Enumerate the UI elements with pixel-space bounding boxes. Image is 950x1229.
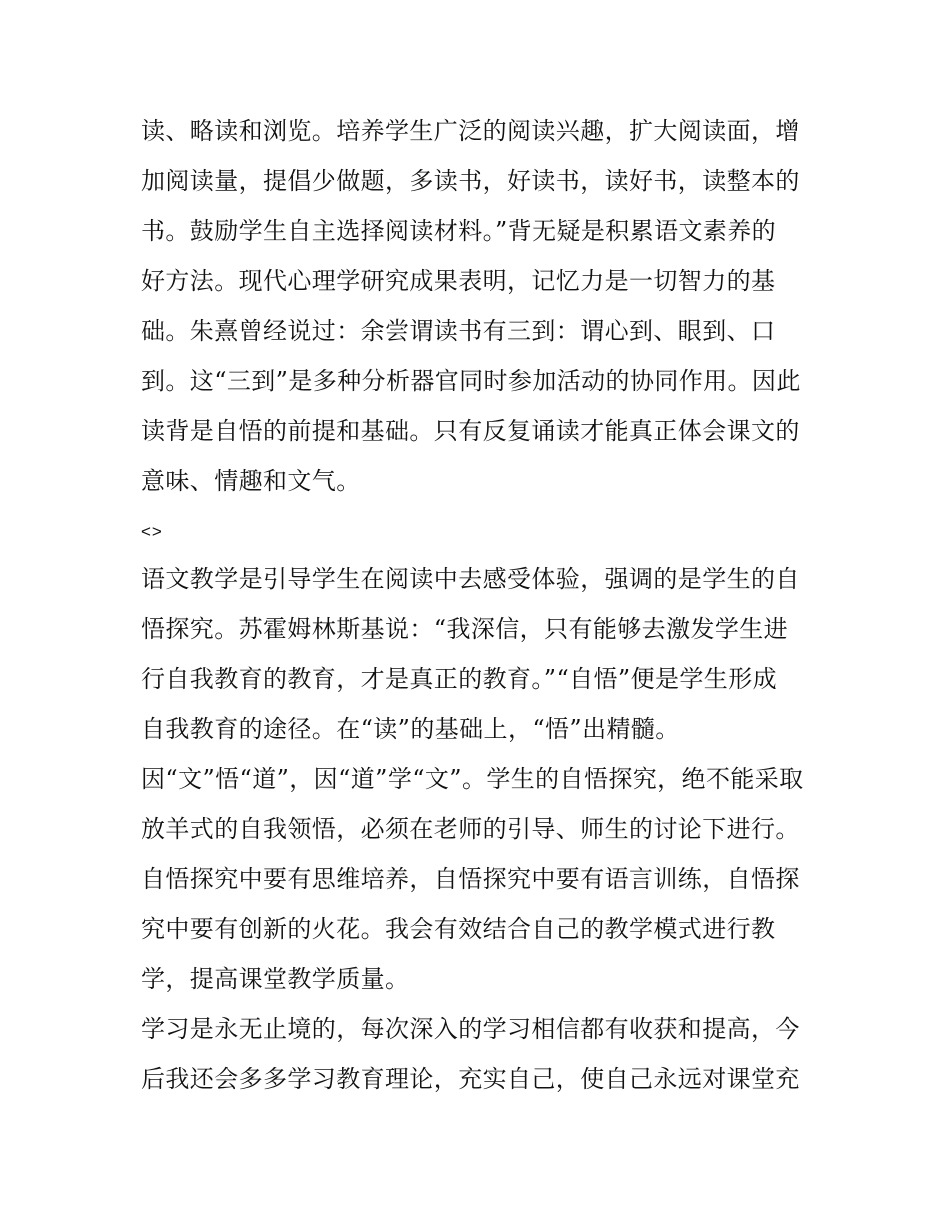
paragraph-line: 学习是永无止境的，每次深入的学习相信都有收获和提高，今 bbox=[141, 1015, 800, 1043]
section-marker: <> bbox=[141, 522, 163, 541]
paragraph-line: 到。这“三到”是多种分析器官同时参加活动的协同作用。因此 bbox=[141, 367, 801, 395]
paragraph-line: 础。朱熹曾经说过：余尝谓读书有三到：谓心到、眼到、口 bbox=[141, 317, 776, 345]
paragraph-line: 学，提高课堂教学质量。 bbox=[141, 965, 410, 993]
paragraph-line: 读背是自悟的前提和基础。只有反复诵读才能真正体会课文的 bbox=[141, 417, 800, 445]
paragraph-line: 自悟探究中要有思维培养，自悟探究中要有语言训练，自悟探 bbox=[141, 865, 800, 893]
paragraph-line: 究中要有创新的火花。我会有效结合自己的教学模式进行教 bbox=[141, 915, 776, 943]
paragraph-line: 语文教学是引导学生在阅读中去感受体验，强调的是学生的自 bbox=[141, 565, 800, 593]
paragraph-line: 行自我教育的教育，才是真正的教育。”“自悟”便是学生形成 bbox=[141, 665, 778, 693]
paragraph-line: 读、略读和浏览。培养学生广泛的阅读兴趣，扩大阅读面，增 bbox=[141, 117, 800, 145]
paragraph-line: 书。鼓励学生自主选择阅读材料。”背无疑是积累语文素养的 bbox=[141, 217, 777, 245]
paragraph-line: 意味、情趣和文气。 bbox=[141, 467, 361, 495]
paragraph-line: 自我教育的途径。在“读”的基础上，“悟”出精髓。 bbox=[141, 715, 680, 743]
paragraph-line: 悟探究。苏霍姆林斯基说：“我深信，只有能够去激发学生进 bbox=[141, 615, 789, 643]
paragraph-line: 加阅读量，提倡少做题，多读书，好读书，读好书，读整本的 bbox=[141, 167, 800, 195]
paragraph-line: 放羊式的自我领悟，必须在老师的引导、师生的讨论下进行。 bbox=[141, 815, 800, 843]
paragraph-line: 后我还会多多学习教育理论，充实自己，使自己永远对课堂充 bbox=[141, 1065, 800, 1093]
paragraph-line: 好方法。现代心理学研究成果表明，记忆力是一切智力的基 bbox=[141, 267, 776, 295]
paragraph-line: 因“文”悟“道”，因“道”学“文”。学生的自悟探究，绝不能采取 bbox=[141, 765, 804, 793]
